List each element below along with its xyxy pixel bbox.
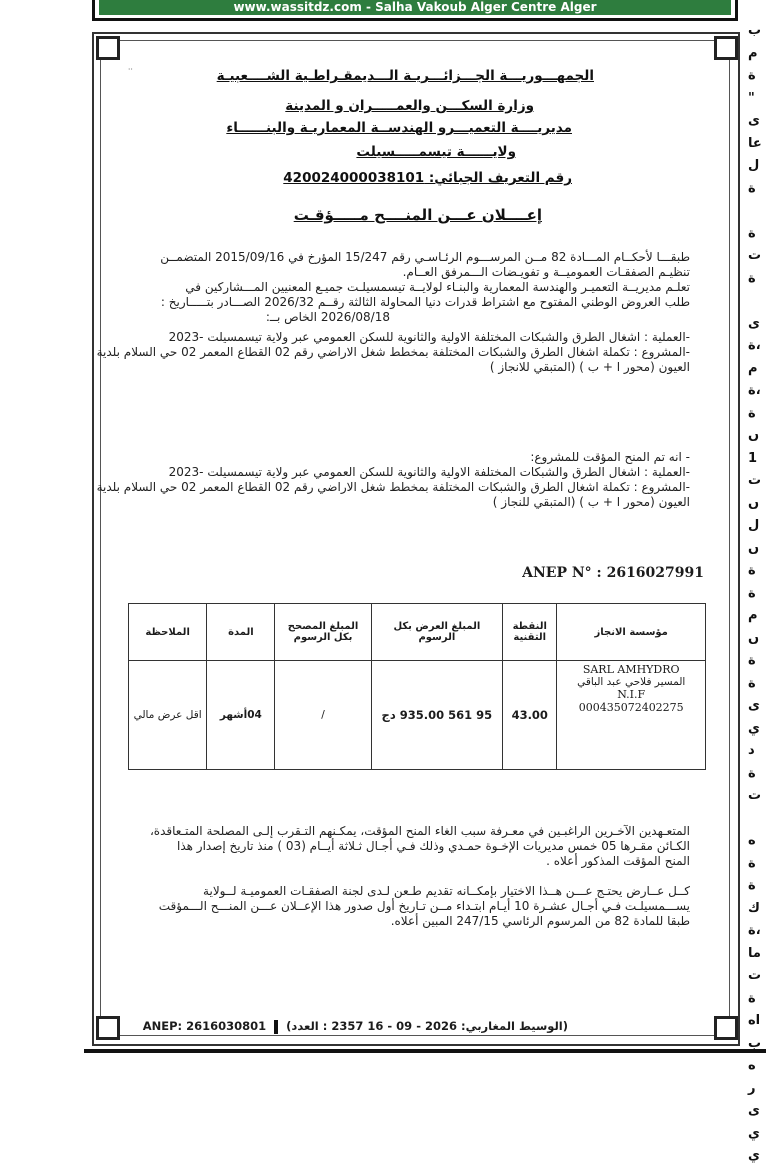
adjacent-column-line [748,200,766,223]
company-manager: المسير فلاحي عبد الباقي [577,676,686,688]
adjacent-column-line: ة، [748,923,761,938]
corrected-amount: / [321,709,325,721]
directorate-name: مديريــــة التعميـــرو الهندســة المعماريـة والبنــــــاء [226,120,572,136]
adjacent-column-line: ی [748,1103,760,1118]
technical-score-cell [503,661,557,770]
table-header-row [129,604,706,661]
adjacent-column-line: ں [748,428,760,443]
text-line: - انه تم المنح المؤقت للمشروع: [530,450,690,464]
technical-score: 43.00 [511,708,548,722]
footer-separator [274,1020,278,1034]
text-line: طلب العروض الوطني المفتوح مع اشتراط قدرات دنيا المحاولة الثالثة رقــم 2026/32 الصـــادر بتـــــاريخ : [160,295,690,309]
tax-id: رقم التعريف الجبائي: 420024000038101 [283,170,572,186]
text-line: -المشروع : تكملة اشغال الطرق والشبكات المختلفة بمخطط شغل الاراضي رقم 02 القطاع المعمر 02 حي السلام بلدية [96,345,690,359]
adjacent-column-line: ة [748,270,756,286]
col-header-company: مؤسسة الانجاز [557,604,706,661]
col-header-corrected-amount: المبلغ المصحح بكل الرسوم [275,604,371,661]
text-line: طبقـــا لأحكــام المـــادة 82 مــن المرســـوم الرئـاسـي رقم 15/247 المؤرخ في 2015/09/16 المتضمــن [160,250,690,264]
adjacent-column-line [748,808,766,831]
text-line: تعلـم مديريــة التعميـر والهندسة المعمارية والبنـاء لولايــة تيسمسيلـت جميـع المعنيين المـــشاركين في [185,280,690,294]
adjacent-column-line: ب [748,23,762,38]
adjacent-column-line: ں [748,540,760,556]
announcement-document [96,60,712,1020]
adjacent-column-line [748,290,766,313]
adjacent-column-line: ة [748,990,756,1006]
text-line: تنظيـم الصفقـات العموميــة و تفويـضات الـــمرفق العــام. [402,265,690,279]
footer-date: 2026 - 09 - 16 [367,1019,457,1033]
text-line: الكـائن مقـرها 05 خمس مديريات الإخـوة حمـدي وذلك فـي أجـال ثـلاثة أيــام (03 ) منذ تاريخ إصدار هذا [177,839,690,853]
adjacent-column-line: ی [748,315,760,331]
adjacent-column-line: ي [748,1125,760,1141]
offer-amount: 95 561 935.00 دج [381,708,493,722]
footer-paper-name: (الوسيط المغاربي: [461,1019,568,1033]
text-line: -العملية : اشغال الطرق والشبكات المختلفة الاولية والثانوية للسكن العمومي عبر ولاية تيسمسيلت -2023 [168,330,690,344]
offer-amount-cell [371,661,503,770]
adjacent-column-line: ت [748,788,762,803]
adjacent-column-line: ب [748,1035,762,1051]
company-name: SARL AMHYDRO [582,663,680,676]
adjacent-column-line: ة [748,68,756,83]
adjacent-column-line: ت [748,968,762,983]
note: اقل عرض مالي [133,709,202,721]
adjacent-column-line: ت [748,248,762,263]
adjacent-column-text [748,20,766,1163]
adjacent-column-line: ة [748,563,756,578]
adjacent-column-line: ة [748,585,756,601]
frame-corner-ornament [714,36,738,60]
nif-label: N.I.F [617,688,646,701]
adjacent-column-line: ه [748,1058,756,1073]
ministry-name: وزارة السكـــن والعمـــــران و المدينة [285,98,534,114]
adjacent-column-line: ی [748,698,760,713]
text-line: -المشروع : تكملة اشغال الطرق والشبكات المختلفة بمخطط شغل الاراضي رقم 02 القطاع المعمر 02 حي السلام بلدية [96,480,690,494]
adjacent-column-line: ي [748,1148,760,1163]
adjacent-column-line: ت [748,473,762,488]
intro-paragraph [130,250,690,325]
adjacent-column-line: عا [748,135,762,151]
nif-number: 000435072402275 [578,701,684,714]
page-bottom-rule [84,1049,766,1053]
adjacent-column-line: ں [748,495,760,511]
adjacent-column-line: ك [748,900,760,916]
adjacent-column-line: ي [748,720,760,736]
text-line: كــل عــارض يحتـج عـــن هــذا الاختيار بإمكــانه تقديم طـعن لـدى لجنة الصفقـات العموميـة لــولاية [203,884,690,898]
frame-corner-ornament [714,1016,738,1040]
frame-corner-ornament [96,36,120,60]
wilaya-name: ولايــــــة تيسمـــــسيلت [356,144,516,160]
award-table [128,603,706,770]
adjacent-column-line: ة، [748,338,761,353]
adjacent-column-line: ل [748,518,760,533]
adjacent-column-line: ة [748,855,756,871]
masthead-text: www.wassitdz.com - Salha Vakoub Alger Centre Alger [99,0,731,15]
col-header-offer-amount: المبلغ العرض بكل الرسوم [371,604,503,661]
adjacent-column-line: ى [748,113,760,128]
anep-reference: ANEP N° : 2616027991 [522,565,704,581]
adjacent-column-line: ة، [748,383,761,398]
adjacent-column-line: 1 [748,450,758,466]
award-paragraph [96,450,690,510]
announcement-subject: إعــــلان عـــن المنــــح مـــــؤقـت [293,206,542,224]
col-header-technical-score: النقطة التقنية [503,604,557,661]
company-cell [557,661,706,770]
duration-cell [207,661,275,770]
text-line: العيون (محور ا + ب ) (المتبقي للانجاز ) [489,360,690,374]
adjacent-column-line: ة [748,653,756,668]
adjacent-column-line: ه [748,833,756,848]
republic-title: الجمهـــوريـــة الجـــزائـــريـة الـــديمقـراطـية الشــــعبيـة [216,68,594,84]
text-line: -العملية : اشغال الطرق والشبكات المختلفة الاولية والثانوية للسكن العمومي عبر ولاية تيسمسيلت -2023 [168,465,690,479]
text-line: يســـمسيلـت فـي أجـال عشـرة 10 أيـام ابتـداء مــن تـاريخ أول صدور هذا الإعــلان عـــن المنـــح الـــمؤقت [158,899,690,913]
footer-anep: ANEP: 2616030801 [142,1019,267,1033]
adjacent-column-line: ة [748,180,756,196]
text-line: 2026/08/18 الخاص بــ: [265,310,390,324]
table-row [129,661,706,770]
adjacent-column-line: ل [748,158,760,173]
adjacent-column-line: اه [748,1013,761,1028]
duration: 04أشهر [219,709,262,721]
adjacent-column-line: ر [748,1080,756,1096]
text-line: المتعـهدين الآخـرين الراغبـين في معـرفة سبب الغاء المنح المؤقت، يمكـنهم التـقرب إلـى المصلحة المتـعاقدة، [149,824,690,838]
adjacent-column-line: " [748,90,755,106]
adjacent-column-line: د [748,743,755,758]
footer-issue: 2357 : العدد) [286,1019,364,1033]
note-cell [129,661,207,770]
adjacent-column-line: ة [748,878,756,893]
frame-corner-ornament [96,1016,120,1040]
appeal-paragraph [130,884,690,929]
text-line: طبقا للمادة 82 من المرسوم الرئاسي 247/15 المبين أعلاه. [390,914,690,928]
adjacent-column-line: م [748,360,758,376]
corrected-amount-cell [275,661,371,770]
adjacent-column-line: ں [748,630,760,646]
adjacent-column-line: م [748,608,758,623]
adjacent-column-line: ما [748,945,761,961]
text-line: العيون (محور ا + ب ) (المتبقي للنجاز ) [492,495,690,509]
adjacent-column-line: م [748,45,758,61]
adjacent-column-line: ة [748,405,756,421]
col-header-note: الملاحظة [129,604,207,661]
info-paragraph [130,824,690,869]
operation-paragraph [96,330,690,375]
adjacent-column-line: ة [748,225,756,241]
masthead-bar [92,0,738,21]
col-header-duration: المدة [207,604,275,661]
publication-footer [128,1016,568,1036]
adjacent-column-line: ة [748,765,756,781]
text-line: المنح المؤقت المذكور أعلاه . [546,854,690,868]
adjacent-column-line: ة [748,675,756,691]
scan-mark: ⸱⸱ [128,65,133,75]
